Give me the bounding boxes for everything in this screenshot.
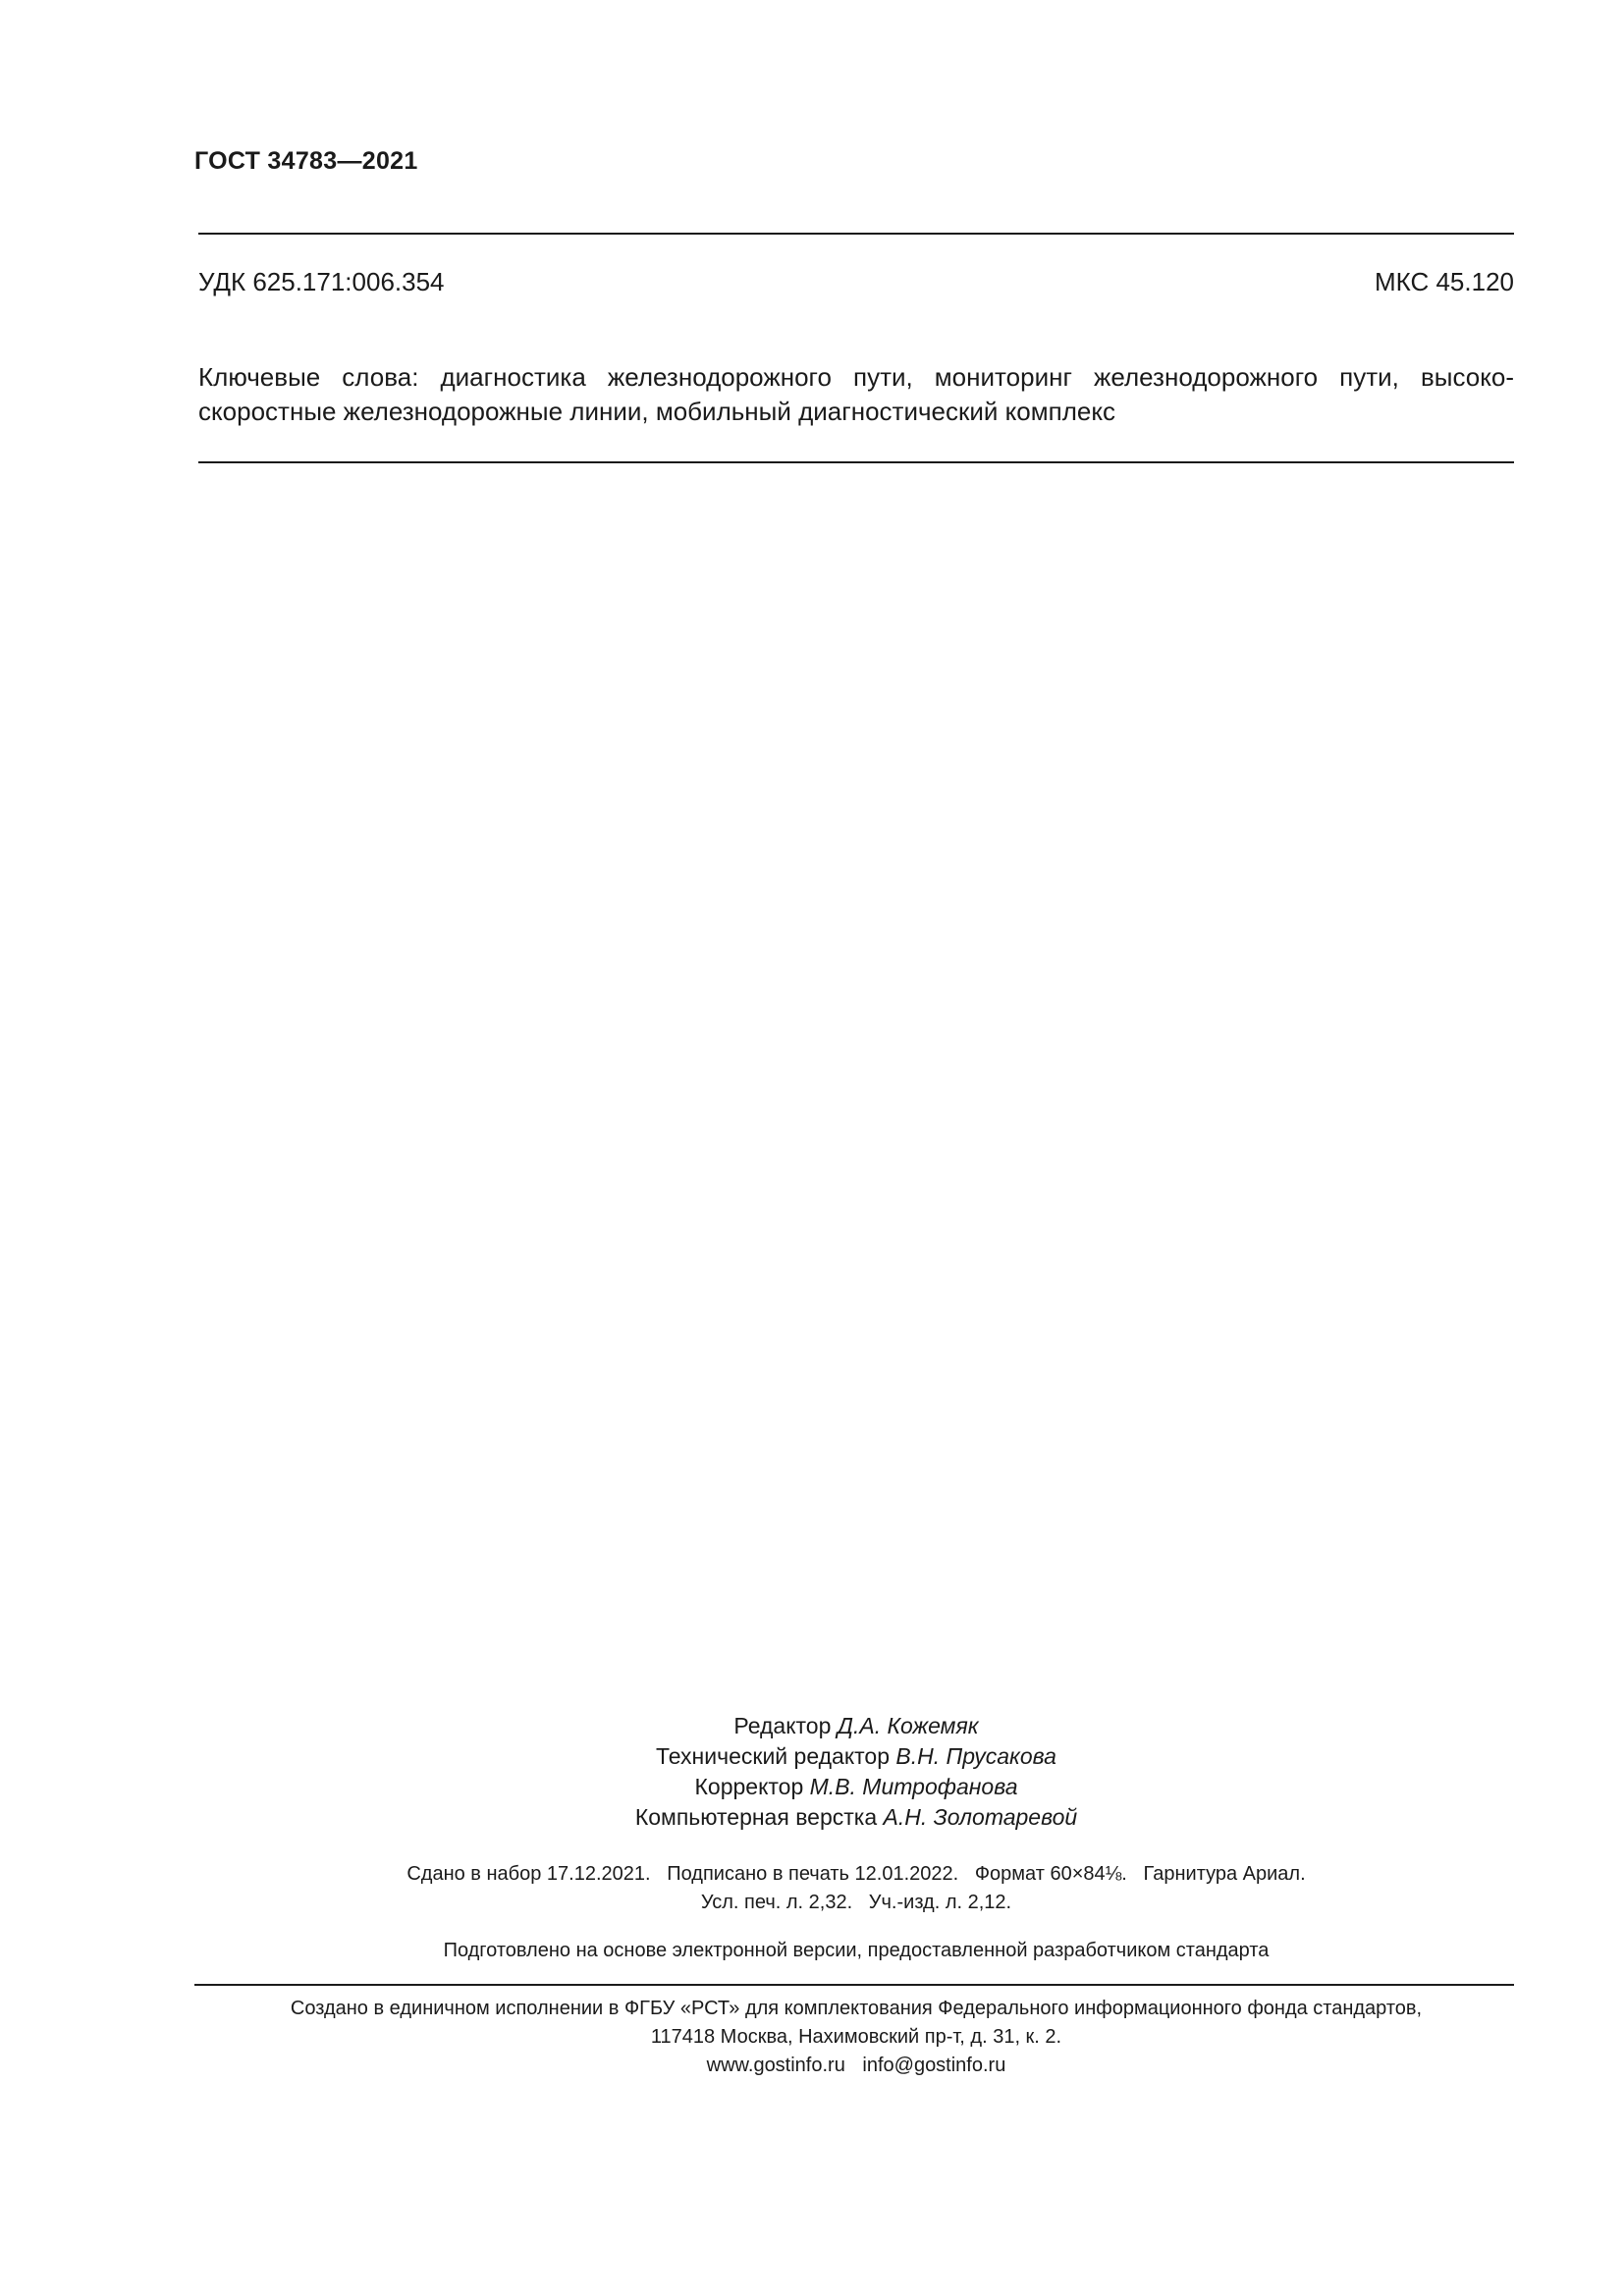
credit-editor: [198, 1711, 1514, 1741]
keywords-divider: [198, 461, 1514, 463]
email-link[interactable]: info@gostinfo.ru: [862, 2055, 1006, 2076]
publisher-block: [198, 1995, 1514, 2080]
imprint-block: [198, 1860, 1514, 1917]
credit-name: В.Н. Прусакова: [895, 1743, 1056, 1769]
document-code: ГОСТ 34783—2021: [194, 147, 418, 175]
credit-role: Редактор: [733, 1713, 832, 1738]
mks-code: МКС 45.120: [1374, 267, 1514, 296]
credit-role: Технический редактор: [656, 1743, 891, 1769]
bottom-divider: [194, 1984, 1514, 1986]
publisher-address: 117418 Москва, Нахимовский пр-т, д. 31, к. 2.: [650, 2026, 1062, 2048]
imprint-line-2: Усл. печ. л. 2,32. Уч.-изд. л. 2,12.: [700, 1892, 1012, 1913]
publisher-line-1: Создано в единичном исполнении в ФГБУ «РСТ» для комплектования Федерального информационного фонда стандартов,: [290, 1998, 1423, 2019]
credit-tech-editor: [198, 1741, 1514, 1772]
imprint-line-1: Сдано в набор 17.12.2021. Подписано в печать 12.01.2022. Формат 60×84⅛. Гарнитура Ариал.: [406, 1863, 1306, 1885]
credit-name: М.В. Митрофанова: [809, 1774, 1018, 1799]
prepared-note: Подготовлено на основе электронной версии, предоставленной разработчиком стандарта: [443, 1940, 1270, 1961]
publisher-contacts: [198, 2052, 1514, 2080]
keywords-line-2: скоростные железнодорожные линии, мобильный диагностический комплекс: [198, 397, 1116, 426]
credit-proofreader: [198, 1772, 1514, 1802]
credit-role: Компьютерная верстка: [634, 1804, 878, 1830]
credits-block: [198, 1711, 1514, 1833]
credit-layout: [198, 1802, 1514, 1833]
credit-name: Д.А. Кожемяк: [837, 1713, 979, 1738]
keywords-block: [198, 360, 1514, 429]
credit-name: А.Н. Золотаревой: [883, 1804, 1078, 1830]
classification-row: [198, 267, 1514, 297]
keywords-line-1: Ключевые слова: диагностика железнодорожного пути, мониторинг железнодорожного пути, высоко-: [198, 362, 1514, 392]
top-divider: [198, 233, 1514, 235]
udk-code: УДК 625.171:006.354: [198, 267, 445, 296]
credit-role: Корректор: [694, 1774, 804, 1799]
website-link[interactable]: www.gostinfo.ru: [706, 2055, 845, 2076]
